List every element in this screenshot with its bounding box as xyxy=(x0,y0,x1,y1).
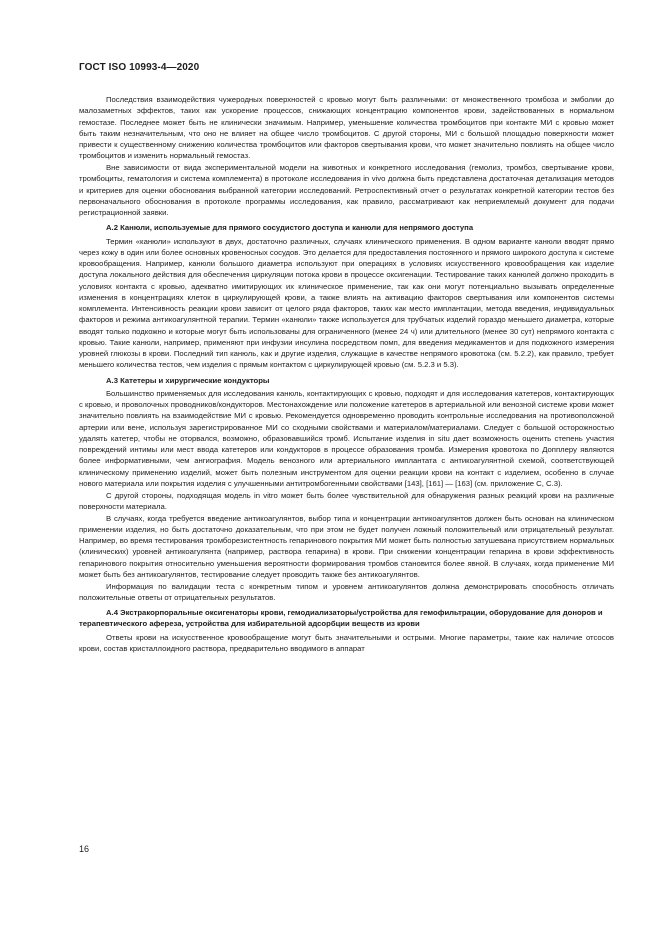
document-header: ГОСТ ISO 10993-4—2020 xyxy=(79,62,200,73)
section-heading-a4: А.4 Экстракорпоральные оксигенаторы крови, гемодиализаторы/устройства для гемофильтрации, оборудование для доноров и терапевтического афереза, устройства для избирательной адсорбции веществ из крови xyxy=(79,608,603,629)
section-heading-a2: А.2 Канюли, используемые для прямого сосудистого доступа и канюли для непрямого доступа xyxy=(106,223,474,233)
page-content xyxy=(79,94,614,655)
page-number: 16 xyxy=(79,844,90,854)
paragraph: Ответы крови на искусственное кровообращение могут быть значительными и острыми. Многие параметры, такие как наличие отсосов крови, состав кристаллоидного раствора, предварительно вводимого в аппарат xyxy=(79,632,614,653)
paragraph: С другой стороны, подходящая модель in vitro может быть более чувствительной для обнаружения разных реакций крови на различные поверхности материала. xyxy=(79,490,614,511)
paragraph: В случаях, когда требуется введение антикоагулянтов, выбор типа и концентрации антикоагулянтов должен быть основан на клиническом применении изделия, но быть достаточно доказательным, что при этом не будет получен ложный положительный или отрицательный результат. Например, во время тестирования тромборезистентность гепаринового покрытия МИ может быть полностью затушевана присутствием нормальных (клинических) уровней антикоагулянта (например, раствора гепарина) в крови. При снижении концентрации гепарина в крови эффективность гепаринового покрытия относительно уменьшения вероятности формирования тромбов становится более явной. В случаях, когда применение МИ может быть без антикоагулянтов, тестирование следует проводить также без антикоагулянтов. xyxy=(79,513,614,579)
paragraph: Термин «канюли» используют в двух, достаточно различных, случаях клинического применения. В одном варианте канюли вводят прямо через кожу в один или более основных кровеносных сосудов. Это делается для предоставления постоянного и прямого широкого доступа к системе кровообращения. Например, канюли большого диаметра используют при операциях в условиях искусственного кровообращения как изделие доступа локального действия для обеспечения циркуляции потока крови в процессе оксигенации. Тестирование таких канюлей должно проходить в условиях контакта с кровью, адекватно имитирующих их клиническое применение, так как они могут потенциально вызывать определенные изменения в концентрациях клеток в циркулирующей крови, а также влиять на активацию факторов свертывания или компонентов системы комплемента. Интенсивность реакции крови зависит от целого ряда факторов, таких как место имплантации, метода введения, индивидуальных факторов и режима антикоагулянтной терапии. Термин «канюли» также используется для трубчатых изделий гораздо меньшего диаметра, которые вводят только подкожно и которые могут быть использованы для ограниченного (менее 24 ч) или длительного (менее 30 сут) непрямого контакта с кровью. Такие канюли, например, применяют при инфузии инсулина посредством помп, для введения медикаментов и для подкожного измерения уровней глюкозы в крови. Последний тип канюль, как и другие изделия, служащие в качестве непрямого кровотока (см. 5.2.2), как правило, требует меньшего количества тестов, чем изделия с прямым контактом с циркулирующей кровью (см. 5.2.3 и 5.3). xyxy=(79,236,614,370)
paragraph: Последствия взаимодействия чужеродных поверхностей с кровью могут быть различными: от множественного тромбоза и эмболии до малозаметных эффектов, таких как ускорение процессов, снижающих концентрацию компонентов крови, задействованных в нормальном гемостазе. Последнее может быть не клинически значимым. Например, уменьшение количества тромбоцитов при контакте МИ с кровью может быть таким незначительным, что оно не влияет на общее число тромбоцитов. С другой стороны, МИ с большой площадью поверхности может привести к существенному снижению количества тромбоцитов или факторов свертывания крови, что может значительно повлиять на общее число тромбоцитов и изменить нормальный гемостаз. xyxy=(79,95,614,161)
section-heading-a3: А.3 Катетеры и хирургические кондукторы xyxy=(106,375,270,385)
paragraph: Информация по валидации теста с конкретным типом и уровнем антикоагулянтов должна демонстрировать способность отличать положительные ответы от отрицательных результатов. xyxy=(79,581,614,602)
paragraph: Вне зависимости от вида экспериментальной модели на животных и конкретного исследования (гемолиз, тромбоз, свертывание крови, тромбоциты, гематология и система комплемента) в протоколе исследования in vivo должна быть представлена достаточная детализация методов и критериев для оценки обоснования выбранной категории исследований. Ретроспективный отчет о результатах конкретной категории тестов без первоначального обоснования в протоколе программы исследования, как правило, рассматривают как неприемлемый документ для подачи регистрационной заявки. xyxy=(79,163,614,217)
paragraph: Большинство применяемых для исследования канюль, контактирующих с кровью, подходят и для исследования катетеров, контактирующих с кровью, и проволочных проводников/кондукторов. Местонахождение или положение катетеров в артериальной или венозной системе крови может значительно повлиять на взаимодействие МИ с кровью. Рекомендуется одновременно проводить контрольные исследования на противоположной артерии или вене, используя зарегистрированное МИ со сходными свойствами и материалом/материалами. Следует с большой осторожностью удалять катетер, чтобы не оторвался, возможно, образовавшийся тромб. Испытание изделия in situ дает возможность оценить степень участия повреждений интимы или мест ввода катетеров или кондукторов в процессе образования тромба. Измерения кровотока по Допплеру являются более информативными, чем ангиография. Модель венозного или артериального имплантата с антикоагулянтной схемой, соответствующей клиническому применению изделий, может быть полезным инструментом для оценки реакции крови на контакт с изделием, особенно в случае нового материала или покрытия изделия с улучшенными антитромбогенными свойствами [143], [161] — [163] (см. приложение С, С.3). xyxy=(79,388,614,488)
